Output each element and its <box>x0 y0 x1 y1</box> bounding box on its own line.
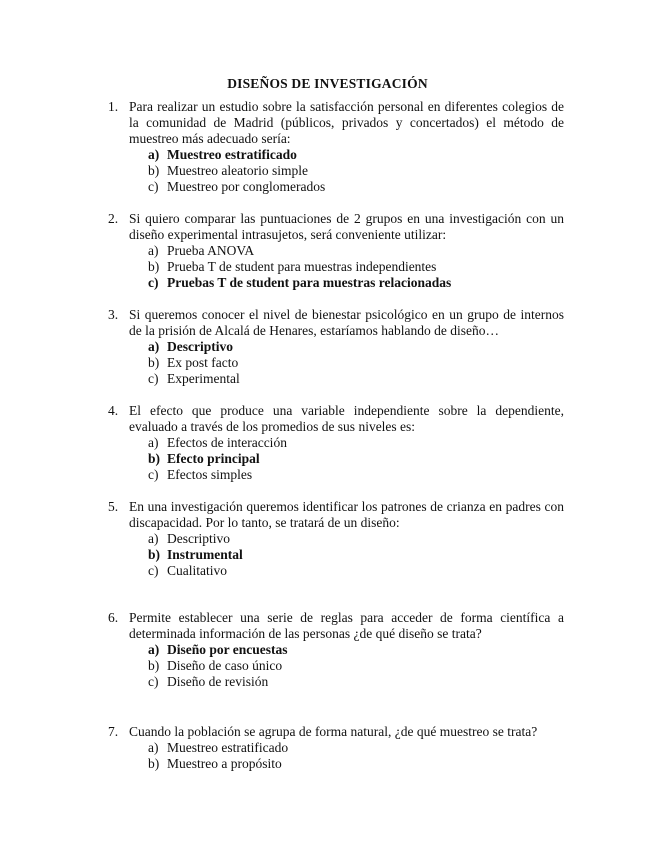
option-text: Ex post facto <box>167 355 239 370</box>
answer-options <box>148 147 564 195</box>
option-c <box>148 371 564 387</box>
question-text: Cuando la población se agrupa de forma natural, ¿de qué muestreo se trata? <box>129 724 538 739</box>
option-letter: b) <box>148 163 160 178</box>
option-text: Muestreo aleatorio simple <box>167 163 308 178</box>
option-b <box>148 259 564 275</box>
option-b-correct <box>148 451 564 467</box>
option-a <box>148 435 564 451</box>
option-text: Prueba T de student para muestras independientes <box>167 259 437 274</box>
option-text: Descriptivo <box>167 339 233 354</box>
question-3 <box>108 307 564 387</box>
question-number: 7. <box>108 724 119 739</box>
question-text: Si queremos conocer el nivel de bienestar psicológico en un grupo de internos de la prisión de Alcalá de Henares, estaríamos hablando de diseño… <box>129 307 564 338</box>
option-text: Efectos de interacción <box>167 435 287 450</box>
question-number: 1. <box>108 99 119 114</box>
question-text: Para realizar un estudio sobre la satisfacción personal en diferentes colegios de la comunidad de Madrid (públicos, privados y concertados) el método de muestreo más adecuado sería: <box>129 99 564 146</box>
question-1 <box>108 99 564 195</box>
option-text: Muestreo por conglomerados <box>167 179 326 194</box>
option-letter: b) <box>148 756 160 771</box>
option-letter: b) <box>148 355 160 370</box>
question-number: 4. <box>108 403 119 418</box>
question-text: Permite establecer una serie de reglas para acceder de forma científica a determinada información de las personas ¿de qué diseño se trata? <box>129 610 564 641</box>
option-letter: b) <box>148 547 161 562</box>
option-c <box>148 674 564 690</box>
option-text: Muestreo a propósito <box>167 756 282 771</box>
option-letter: a) <box>148 642 160 657</box>
option-letter: b) <box>148 259 160 274</box>
option-letter: b) <box>148 451 161 466</box>
option-a <box>148 531 564 547</box>
option-a-correct <box>148 339 564 355</box>
option-letter: c) <box>148 563 159 578</box>
option-a-correct <box>148 642 564 658</box>
answer-options <box>148 740 564 772</box>
document-title: DISEÑOS DE INVESTIGACIÓN <box>227 76 428 91</box>
option-letter: a) <box>148 531 159 546</box>
option-text: Descriptivo <box>167 531 230 546</box>
answer-options <box>148 243 564 291</box>
question-6 <box>108 610 564 690</box>
option-letter: c) <box>148 467 159 482</box>
question-5 <box>108 499 564 579</box>
question-7 <box>108 724 564 772</box>
question-number: 6. <box>108 610 119 625</box>
option-c <box>148 563 564 579</box>
option-text: Pruebas T de student para muestras relacionadas <box>167 275 452 290</box>
option-letter: c) <box>148 179 159 194</box>
option-b <box>148 756 564 772</box>
option-c <box>148 179 564 195</box>
question-text: El efecto que produce una variable independiente sobre la dependiente, evaluado a través de los promedios de sus niveles es: <box>129 403 564 434</box>
option-text: Instrumental <box>167 547 243 562</box>
question-4 <box>108 403 564 483</box>
option-letter: a) <box>148 147 160 162</box>
option-text: Cualitativo <box>167 563 227 578</box>
option-text: Muestreo estratificado <box>167 147 297 162</box>
question-2 <box>108 211 564 291</box>
option-letter: a) <box>148 740 159 755</box>
question-text: Si quiero comparar las puntuaciones de 2 grupos en una investigación con un diseño experimental intrasujetos, será conveniente utilizar: <box>129 211 564 242</box>
option-text: Prueba ANOVA <box>167 243 255 258</box>
option-text: Efecto principal <box>167 451 260 466</box>
question-number: 2. <box>108 211 119 226</box>
option-c-correct <box>148 275 564 291</box>
answer-options <box>148 531 564 579</box>
option-text: Efectos simples <box>167 467 253 482</box>
option-letter: a) <box>148 243 159 258</box>
option-text: Diseño de caso único <box>167 658 283 673</box>
answer-options <box>148 435 564 483</box>
answer-options <box>148 339 564 387</box>
option-b <box>148 355 564 371</box>
option-text: Experimental <box>167 371 240 386</box>
option-b <box>148 658 564 674</box>
option-text: Diseño de revisión <box>167 674 269 689</box>
option-b-correct <box>148 547 564 563</box>
question-number: 3. <box>108 307 119 322</box>
option-text: Muestreo estratificado <box>167 740 289 755</box>
answer-options <box>148 642 564 690</box>
option-letter: a) <box>148 435 159 450</box>
option-b <box>148 163 564 179</box>
option-text: Diseño por encuestas <box>167 642 288 657</box>
option-letter: c) <box>148 674 159 689</box>
option-a <box>148 740 564 756</box>
option-letter: a) <box>148 339 160 354</box>
question-number: 5. <box>108 499 119 514</box>
option-a-correct <box>148 147 564 163</box>
option-c <box>148 467 564 483</box>
question-text: En una investigación queremos identificar los patrones de crianza en padres con discapacidad. Por lo tanto, se tratará de un diseño: <box>129 499 564 530</box>
option-letter: c) <box>148 371 159 386</box>
option-letter: c) <box>148 275 159 290</box>
option-letter: b) <box>148 658 160 673</box>
option-a <box>148 243 564 259</box>
